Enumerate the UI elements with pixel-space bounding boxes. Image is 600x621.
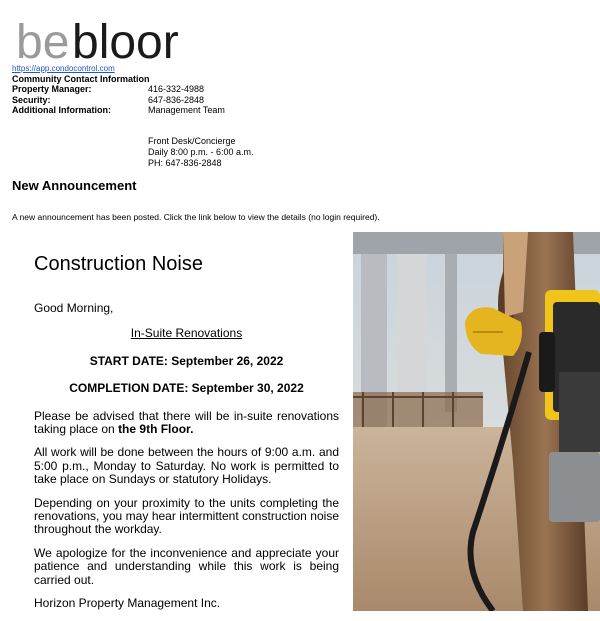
notice-subject: In-Suite Renovations [130, 326, 243, 341]
notice-paragraph-1 [34, 410, 339, 437]
contact-extra [148, 136, 254, 169]
notice-completion-date: COMPLETION DATE: September 30, 2022 [69, 381, 304, 396]
notice-paragraph-3: Depending on your proximity to the units completing the renovations, you may hear intermittent construction noise throughout the workday. [34, 495, 339, 537]
contact-value: 647-836-2848 [148, 94, 205, 105]
contact-label: Property Manager: [12, 84, 92, 95]
contact-info [12, 74, 225, 116]
announcement-intro: A new announcement has been posted. Click the link below to view the details (no login required). [12, 212, 380, 222]
condocontrol-link[interactable]: https://app.condocontrol.com [12, 64, 115, 73]
extra-line: PH: 647-836-2848 [148, 158, 222, 168]
contact-value: 416-332-4988 [148, 84, 205, 95]
notice-start-date: START DATE: September 26, 2022 [89, 353, 284, 368]
notice-title: Construction Noise [34, 253, 203, 275]
logo-bloor: bloor [72, 16, 179, 66]
p1-floor: the 9th Floor. [118, 422, 194, 437]
contact-heading: Community Contact Information [12, 74, 150, 84]
notice-signature: Horizon Property Management Inc. [34, 596, 221, 611]
notice-paragraph-4: We apologize for the inconvenience and appreciate your patience and understanding while this work is being carried out. [34, 545, 339, 587]
construction-worker-photo [353, 232, 600, 611]
contact-row-property-manager [12, 84, 225, 94]
contact-label: Additional Information: [12, 105, 111, 116]
contact-row-additional [12, 105, 225, 115]
bebloor-logo [12, 6, 212, 66]
notice-greeting: Good Morning, [34, 301, 114, 315]
logo-be: be [16, 16, 70, 66]
notice-body [34, 252, 339, 621]
contact-value: Management Team [148, 105, 225, 116]
extra-line: Daily 8:00 p.m. - 6:00 a.m. [148, 147, 254, 157]
contact-row-security [12, 95, 225, 105]
extra-line: Front Desk/Concierge [148, 136, 236, 146]
announcement-title: New Announcement [12, 178, 137, 193]
notice-paragraph-2: All work will be done between the hours of 9:00 a.m. and 5:00 p.m., Monday to Saturday. No work is permitted to take place on Sundays or statutory Holidays. [34, 445, 339, 487]
p1-text: Please be advised that there will be in-suite renovations taking place on [34, 408, 339, 437]
contact-label: Security: [12, 94, 51, 105]
